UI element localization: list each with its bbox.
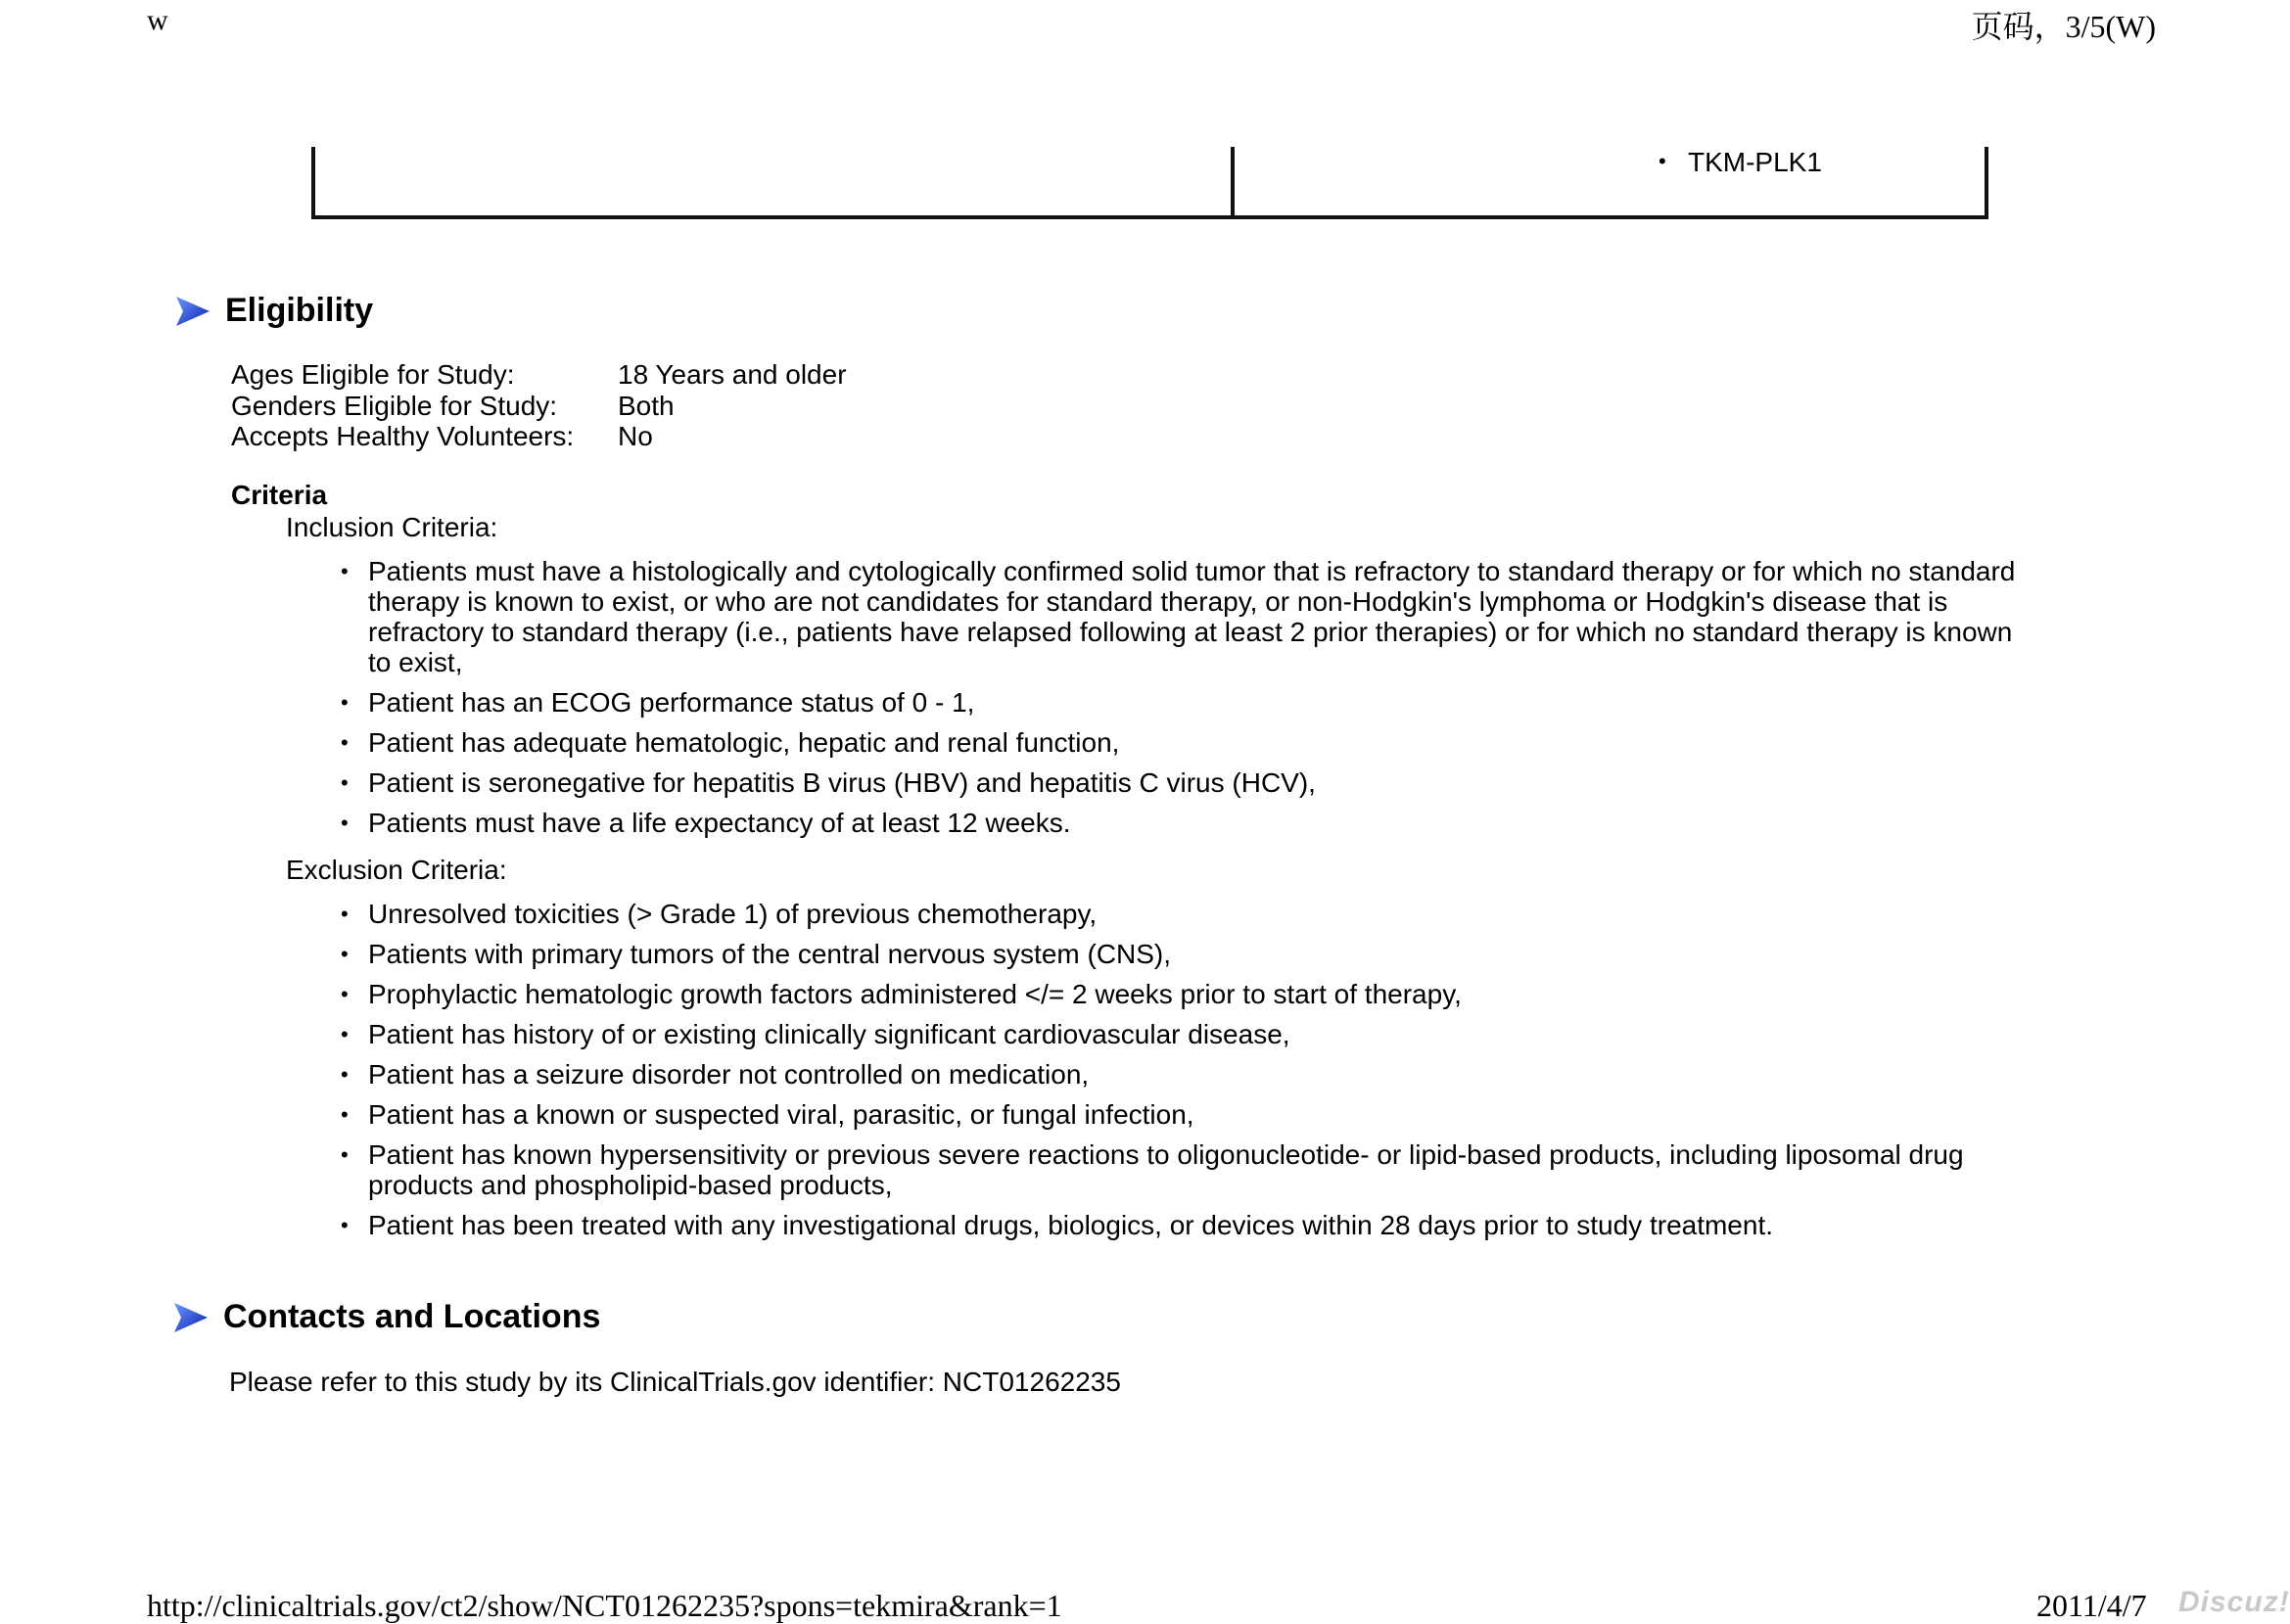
- healthy-volunteers-label: Accepts Healthy Volunteers:: [231, 421, 575, 451]
- list-item-text: Patients must have a histologically and cytologically confirmed solid tumor that is refractory to standard therapy or for which no standard therapy is known to exist, or who are not candidates for standard therapy, or non-Hodgkin's lymphoma or Hodgkin's disease that is refractory to standard therapy (i.e., patients have relapsed following at least 2 prior therapies) or for which no standard therapy is known to exist,: [368, 556, 2016, 677]
- bullet-icon: •: [341, 902, 349, 926]
- table-cell-right: [1231, 147, 1988, 219]
- footer-date: 2011/4/7: [2036, 1588, 2147, 1623]
- list-item: [341, 767, 2025, 798]
- inclusion-criteria-label: Inclusion Criteria:: [286, 512, 498, 542]
- bullet-icon: •: [341, 770, 349, 795]
- bullet-icon: •: [341, 1022, 349, 1046]
- list-item: [341, 1019, 2025, 1049]
- contacts-heading: [172, 1298, 600, 1336]
- list-item-text: Patients must have a life expectancy of at least 12 weeks.: [368, 808, 1071, 838]
- list-item: [341, 979, 2025, 1009]
- bullet-icon: •: [341, 1142, 349, 1167]
- bullet-icon: •: [341, 690, 349, 715]
- eligibility-title: Eligibility: [225, 292, 374, 329]
- watermark-logo: Discuz!: [2178, 1586, 2290, 1618]
- exclusion-criteria-label: Exclusion Criteria:: [286, 855, 507, 885]
- list-item: [341, 1099, 2025, 1130]
- genders-label: Genders Eligible for Study:: [231, 390, 558, 421]
- table-fragment: [311, 147, 1988, 219]
- eligibility-heading: [174, 292, 373, 330]
- bullet-icon: •: [341, 730, 349, 755]
- list-item: [341, 556, 2025, 677]
- list-item: [341, 808, 2025, 838]
- page-header-left: w: [147, 4, 168, 36]
- list-item-text: Patient has an ECOG performance status of 0 - 1,: [368, 687, 975, 718]
- list-item-text: Patient has a known or suspected viral, parasitic, or fungal infection,: [368, 1099, 1194, 1130]
- bullet-icon: •: [341, 942, 349, 966]
- table-cell-left: [311, 147, 1235, 219]
- table-item-text: TKM-PLK1: [1688, 147, 1822, 177]
- blue-arrow-icon: [172, 1301, 210, 1334]
- list-item-text: Patient has adequate hematologic, hepatic and renal function,: [368, 727, 1120, 758]
- bullet-icon: •: [341, 559, 349, 583]
- healthy-volunteers-value: No: [618, 421, 653, 451]
- contacts-title: Contacts and Locations: [223, 1298, 601, 1335]
- bullet-icon: •: [341, 1062, 349, 1087]
- contacts-identifier-text: Please refer to this study by its ClinicalTrials.gov identifier: NCT01262235: [229, 1367, 1121, 1397]
- healthy-volunteers-row: [231, 421, 847, 452]
- inclusion-criteria-list: [341, 556, 2025, 848]
- genders-row: [231, 391, 847, 422]
- bullet-icon: •: [1659, 149, 1666, 173]
- list-item-text: Patient has a seizure disorder not controlled on medication,: [368, 1059, 1090, 1090]
- list-item: [341, 939, 2025, 969]
- list-item: [341, 727, 2025, 758]
- criteria-title: Criteria: [231, 480, 328, 510]
- ages-value: 18 Years and older: [618, 359, 847, 390]
- list-item-text: Prophylactic hematologic growth factors administered </= 2 weeks prior to start of therapy,: [368, 979, 1462, 1009]
- list-item-text: Patient has been treated with any investigational drugs, biologics, or devices within 28 days prior to study treatment.: [368, 1210, 1774, 1240]
- blue-arrow-icon: [174, 295, 211, 328]
- list-item-text: Unresolved toxicities (> Grade 1) of previous chemotherapy,: [368, 899, 1098, 929]
- genders-value: Both: [618, 390, 675, 421]
- bullet-icon: •: [341, 1213, 349, 1237]
- ages-label: Ages Eligible for Study:: [231, 359, 515, 390]
- list-item-text: Patient has known hypersensitivity or previous severe reactions to oligonucleotide- or lipid-based products, including liposomal drug products and phospholipid-based products,: [368, 1139, 1964, 1200]
- list-item: [341, 1059, 2025, 1090]
- list-item-text: Patient is seronegative for hepatitis B virus (HBV) and hepatitis C virus (HCV),: [368, 767, 1316, 798]
- page-header-page-number: 页码，3/5(W): [1971, 9, 2156, 44]
- list-item: [341, 1139, 2025, 1200]
- bullet-icon: •: [341, 982, 349, 1006]
- ages-row: [231, 359, 847, 391]
- exclusion-criteria-list: [341, 899, 2025, 1250]
- list-item-text: Patient has history of or existing clinically significant cardiovascular disease,: [368, 1019, 1290, 1049]
- bullet-icon: •: [341, 811, 349, 835]
- list-item: [341, 687, 2025, 718]
- bullet-icon: •: [341, 1102, 349, 1127]
- footer-url[interactable]: http://clinicaltrials.gov/ct2/show/NCT01262235?spons=tekmira&rank=1: [147, 1588, 1062, 1623]
- list-item: [341, 899, 2025, 929]
- table-list-item: [1659, 147, 1822, 178]
- list-item: [341, 1210, 2025, 1240]
- eligibility-summary: [231, 359, 847, 452]
- list-item-text: Patients with primary tumors of the central nervous system (CNS),: [368, 939, 1172, 969]
